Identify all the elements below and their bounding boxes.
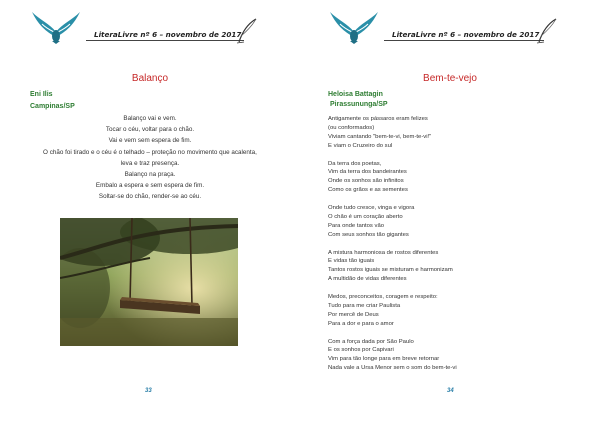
poem-title: Bem-te-vejo xyxy=(423,73,477,84)
poem-line: Balanço vai e vem. xyxy=(123,115,177,122)
poem-line: Soltar-se do chão, render-se ao céu. xyxy=(98,193,202,201)
poem-line: Da terra dos poetas, xyxy=(328,160,382,167)
poem-line: Nada vale a Ursa Menor sem o som do bem-te-vi xyxy=(328,365,457,372)
poem-stanza xyxy=(328,204,457,240)
page-number: 34 xyxy=(447,388,454,394)
poem-line: Embalo a espera e sem espera de fim. xyxy=(95,182,205,190)
poem-line: E os sonhos por Capivari xyxy=(328,347,394,354)
poem-line: O chão foi tirado e o céu é o telhado – proteção no movimento que acalenta, xyxy=(43,148,257,156)
poem-line: Vim da terra dos bandeirantes xyxy=(328,169,407,176)
poem-line: Vai e vem sem espera de fim. xyxy=(108,137,192,145)
winged-logo-icon xyxy=(330,10,378,44)
poem-stanza xyxy=(328,293,457,329)
poem-line: Com seus sonhos tão gigantes xyxy=(328,231,409,238)
poem-body xyxy=(0,113,300,203)
poem-line: Para a dor e para o amor xyxy=(328,320,394,327)
quill-icon xyxy=(536,18,558,44)
poem-line: Onde tudo cresce, vinga e vigora xyxy=(328,205,415,212)
poem-line: Para onde tantos vão xyxy=(328,222,385,229)
poem-line: A mistura harmoniosa de rostos diferentes xyxy=(328,249,439,256)
quill-icon xyxy=(236,18,258,44)
poem-line: (ou conformados) xyxy=(328,124,375,131)
winged-logo-icon xyxy=(32,10,80,44)
poem-line: E viam o Cruzeiro do sul xyxy=(328,142,393,149)
poem-line: Tudo para me criar Paulista xyxy=(328,302,401,309)
author-place: Pirassununga/SP xyxy=(330,101,388,108)
header-text: LiteraLivre nº 6 – novembro de 2017 xyxy=(94,30,242,39)
author-place: Campinas/SP xyxy=(30,103,75,110)
author-name: Eni Ilis xyxy=(30,91,53,98)
page-number: 33 xyxy=(145,388,152,394)
poem-stanza xyxy=(328,338,457,374)
poem-line: Onde os sonhos são infinitos xyxy=(328,178,404,185)
poem-stanza xyxy=(328,249,457,285)
poem-line: Vim para tão longe para em breve retornar xyxy=(328,356,440,363)
poem-line: Por mercê de Deus xyxy=(328,311,379,318)
poem-line: A multidão de vidas diferentes xyxy=(328,276,407,283)
poem-line: Tantos rostos iguais se misturam e harmonizam xyxy=(328,267,453,274)
poem-title: Balanço xyxy=(131,73,169,84)
poem-stanza xyxy=(328,160,457,196)
poem-line: Viviam cantando "bem-te-vi, bem-te-vi!" xyxy=(328,133,432,140)
poem-line: Antigamente os pássaros eram felizes xyxy=(328,116,428,122)
poem-line: Medos, preconceitos, coragem e respeito: xyxy=(328,294,438,301)
header-rule xyxy=(86,40,244,41)
poem-stanza xyxy=(328,115,457,151)
poem-line: Balanço na praça. xyxy=(124,171,176,179)
poem-line: Tocar o céu, voltar para o chão. xyxy=(105,126,195,134)
poem-line: leva e traz presença. xyxy=(120,159,180,167)
poem-line: O chão é um coração aberto xyxy=(328,213,403,220)
swing-photo xyxy=(60,218,238,346)
poem-line: Com a força dada por São Paulo xyxy=(328,338,414,345)
header-rule xyxy=(384,40,544,41)
poem-line: Como os grãos e as sementes xyxy=(328,187,408,194)
poem-body xyxy=(328,115,457,382)
author-name: Heloisa Battagin xyxy=(328,91,383,98)
poem-line: E vidas tão iguais xyxy=(328,258,375,265)
header-text: LiteraLivre nº 6 – novembro de 2017 xyxy=(392,30,540,39)
